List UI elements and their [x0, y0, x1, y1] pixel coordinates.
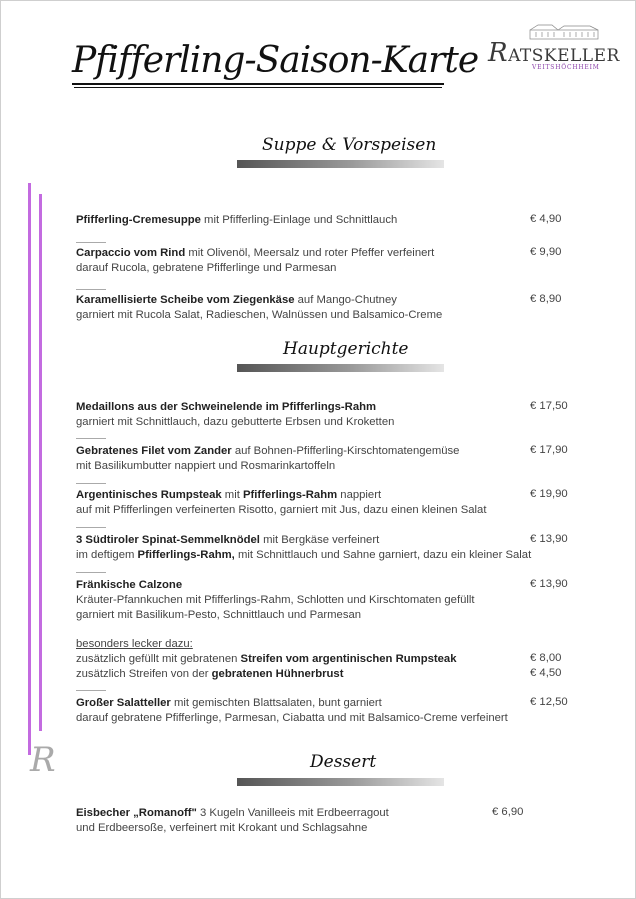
extras-row: zusätzlich Streifen von der gebratenen Hühnerbrust: [76, 668, 344, 680]
section-bar-mains: [237, 364, 444, 372]
accent-bar-outer: [28, 183, 31, 755]
menu-item: Fränkische Calzone Kräuter-Pfannkuchen mit Pfifferlings-Rahm, Schlotten und Kirschtomaten gefüllt garniert mit Basilikum-Pesto, Schnittlauch und Parmesan: [76, 579, 475, 621]
menu-item-price: € 19,90: [530, 488, 568, 500]
menu-item-price: € 4,90: [530, 213, 562, 225]
title-underline-thin: [74, 87, 442, 88]
menu-item: Argentinisches Rumpsteak mit Pfifferlings-Rahm nappiert auf mit Pfifferlingen verfeinerten Risotto, garniert mit Jus, dazu einen kleinen Salat: [76, 489, 487, 516]
logo-subtitle: VEITSHÖCHHEIM: [532, 64, 600, 71]
item-separator: [76, 289, 106, 290]
menu-item-price: € 6,90: [492, 806, 524, 818]
menu-item: Carpaccio vom Rind mit Olivenöl, Meersalz und roter Pfeffer verfeinert darauf Rucola, gebratene Pfifferlinge und Parmesan: [76, 247, 435, 274]
menu-item-price: € 17,90: [530, 444, 568, 456]
title-underline: [72, 83, 444, 85]
menu-item-price: € 9,90: [530, 246, 562, 258]
menu-item: Pfifferling-Cremesuppe mit Pfifferling-Einlage und Schnittlauch: [76, 214, 398, 226]
extras-price: € 8,00: [530, 652, 562, 664]
ratskeller-logo: [488, 24, 620, 71]
item-separator: [76, 483, 106, 484]
page-title: Pfifferling-Saison-Karte: [72, 40, 479, 81]
section-title-mains: Hauptgerichte: [283, 339, 409, 359]
accent-bar-inner: [39, 194, 42, 731]
section-title-dessert: Dessert: [310, 752, 377, 772]
menu-item-price: € 17,50: [530, 400, 568, 412]
item-separator: [76, 690, 106, 691]
menu-item-price: € 8,90: [530, 293, 562, 305]
extras-row: zusätzlich gefüllt mit gebratenen Streifen vom argentinischen Rumpsteak: [76, 653, 457, 665]
section-title-starters: Suppe & Vorspeisen: [262, 135, 437, 155]
menu-item: Eisbecher „Romanoff" 3 Kugeln Vanilleeis mit Erdbeerragout und Erdbeersoße, verfeinert mit Krokant und Schlagsahne: [76, 807, 389, 834]
menu-item-price: € 12,50: [530, 696, 568, 708]
item-separator: [76, 572, 106, 573]
item-separator: [76, 527, 106, 528]
menu-item: Großer Salatteller mit gemischten Blattsalaten, bunt garniert darauf gebratene Pfifferlinge, Parmesan, Ciabatta und mit Balsamico-Creme verfeinert: [76, 697, 508, 724]
logo-name: RATSKELLER: [488, 38, 620, 68]
extras-heading: besonders lecker dazu:: [76, 638, 193, 650]
menu-item-price: € 13,90: [530, 533, 568, 545]
menu-item-price: € 13,90: [530, 578, 568, 590]
menu-item: Karamellisierte Scheibe vom Ziegenkäse auf Mango-Chutney garniert mit Rucola Salat, Radieschen, Walnüssen und Balsamico-Creme: [76, 294, 443, 321]
section-bar-dessert: [237, 778, 444, 786]
item-separator: [76, 242, 106, 243]
item-separator: [76, 438, 106, 439]
menu-item: Gebratenes Filet vom Zander auf Bohnen-Pfifferling-Kirschtomatengemüse mit Basilikumbutter nappiert und Rosmarinkartoffeln: [76, 445, 460, 472]
section-bar-starters: [237, 160, 444, 168]
extras-price: € 4,50: [530, 667, 562, 679]
menu-item: 3 Südtiroler Spinat-Semmelknödel mit Bergkäse verfeinert im deftigem Pfifferlings-Rahm, mit Schnittlauch und Sahne garniert, dazu ein kleiner Salat: [76, 534, 532, 561]
menu-item: Medaillons aus der Schweinelende im Pfifferlings-Rahm garniert mit Schnittlauch, dazu gebutterte Erbsen und Kroketten: [76, 401, 395, 428]
logo-mark: R: [30, 740, 56, 780]
